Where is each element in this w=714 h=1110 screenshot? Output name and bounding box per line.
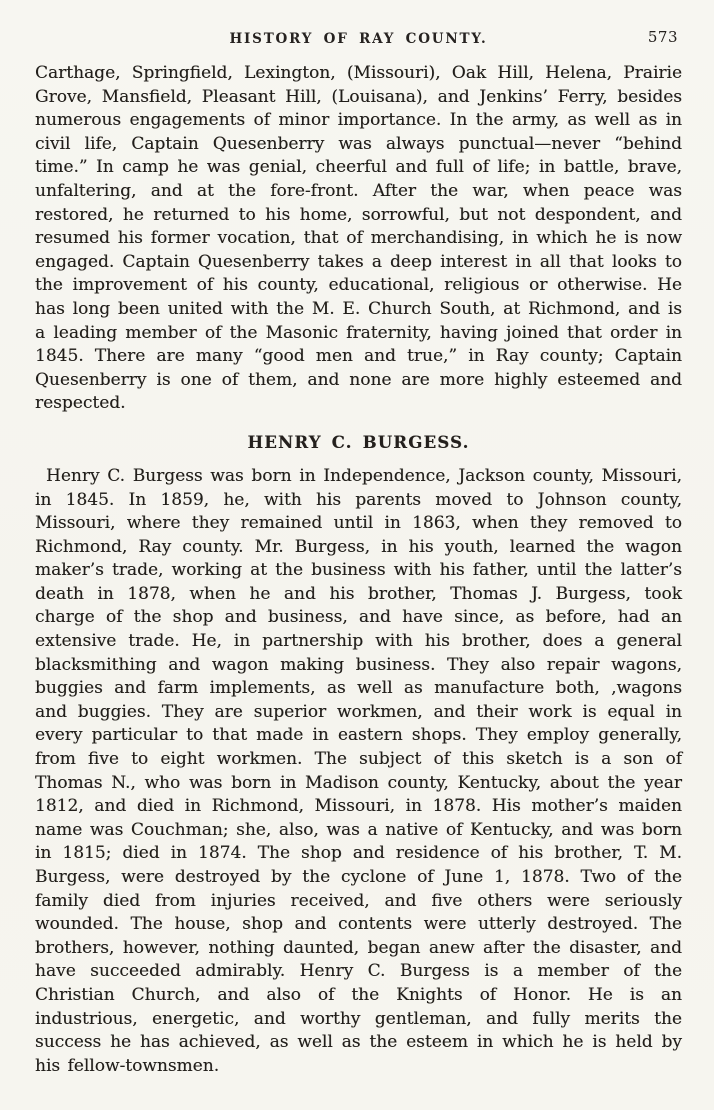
page-header bbox=[35, 28, 682, 48]
page-body bbox=[35, 62, 682, 1078]
section-heading-henry-c-burgess: HENRY C. BURGESS. bbox=[247, 432, 470, 452]
running-head-title: HISTORY OF RAY COUNTY. bbox=[229, 31, 488, 47]
paragraph-burgess: Henry C. Burgess was born in Independence, Jackson county, Missouri, in 1845. In 1859, he, with his parents moved to Johnson county, Missouri, where they remained until in 1863, when they removed to Richmond, Ray county. Mr. Burgess, in his youth, learned the wagon maker’s trade, working at the business with his father, until the latter’s death in 1878, when he and his brother, Thomas J. Burgess, took charge of the shop and business, and have since, as before, had an extensive trade. He, in partnership with his brother, does a general blacksmithing and wagon making business. They also repair wagons, buggies and farm implements, as well as manufacture both, ,wagons and buggies. They are superior workmen, and their work is equal in every particular to that made in eastern shops. They employ generally, from five to eight workmen. The subject of this sketch is a son of Thomas N., who was born in Madison county, Kentucky, about the year 1812, and died in Richmond, Missouri, in 1878. His mother’s maiden name was Couchman; she, also, was a native of Kentucky, and was born in 1815; died in 1874. The shop and residence of his brother, T. M. Burgess, were destroyed by the cyclone of June 1, 1878. Two of the family died from injuries received, and five others were seriously wounded. The house, shop and contents were utterly destroyed. The brothers, however, nothing daunted, began anew after the disaster, and have succeeded admirably. Henry C. Burgess is a member of the Christian Church, and also of the Knights of Honor. He is an industrious, energetic, and worthy gentleman, and fully merits the success he has achieved, as well as the esteem in which he is held by his fellow-townsmen. bbox=[35, 465, 682, 1076]
paragraph-quesenberry: Carthage, Springfield, Lexington, (Missouri), Oak Hill, Helena, Prairie Grove, Mansfield, Pleasant Hill, (Louisana), and Jenkins’ Ferry, besides numerous engagements of minor importance. In the army, as well as in civil life, Captain Quesenberry was always punctual—never “behind time.” In camp he was genial, cheerful and full of life; in battle, brave, unfaltering, and at the fore-front. After the war, when peace was restored, he returned to his home, sorrowful, but not despondent, and resumed his former vocation, that of merchandising, in which he is now engaged. Captain Quesenberry takes a deep interest in all that looks to the improvement of his county, educational, religious or otherwise. He has long been united with the M. E. Church South, at Richmond, and is a leading member of the Masonic fraternity, having joined that order in 1845. There are many “good men and true,” in Ray county; Captain Quesenberry is one of them, and none are more highly esteemed and respected. bbox=[35, 63, 682, 414]
page-number: 573 bbox=[647, 28, 678, 46]
